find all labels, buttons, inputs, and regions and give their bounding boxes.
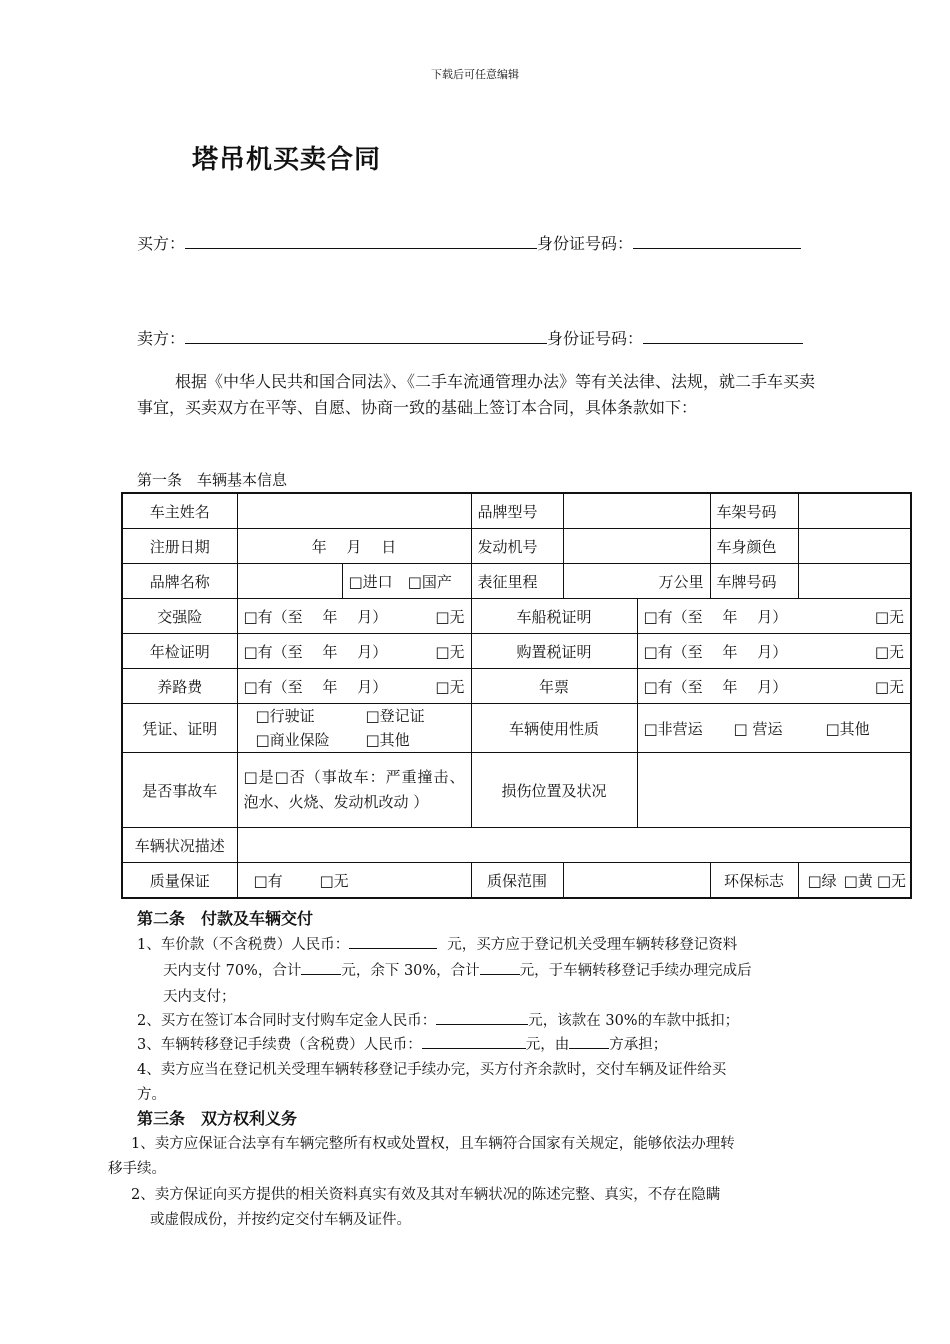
article2-l5b: 元，由 [525,1037,570,1053]
warranty-options [237,863,471,899]
buyer-name-blank[interactable] [185,234,537,249]
table-row [122,863,911,899]
article2-line5 [137,1033,667,1054]
article2-l1a: 1、车价款（不含税费）人民币： [137,937,350,953]
deposit-blank[interactable] [436,1011,528,1025]
brand-model-value[interactable] [563,493,710,529]
owner-name-value[interactable] [237,493,471,529]
insurance-has-text: □有（至 年 月） [243,607,388,626]
body-color-label: 车身颜色 [710,529,798,564]
article2-title: 第二条 付款及车辆交付 [137,909,314,928]
eco-green[interactable]: □绿 [807,871,837,890]
road-fee-has[interactable] [237,669,471,704]
inspection-label: 年检证明 [122,634,237,669]
usage-options [637,704,911,753]
engine-no-value[interactable] [563,529,710,564]
buyer-label: 买方： [137,234,186,253]
vin-value[interactable] [798,493,911,529]
article2-l4b: 元，该款在 30%的车款中抵扣； [528,1013,740,1029]
table-row [122,634,911,669]
commercial-option[interactable]: □ 营运 [733,719,783,738]
vessel-tax-has[interactable] [637,599,911,634]
buyer-id-blank[interactable] [633,234,801,249]
intro-text: 根据《中华人民共和国合同法》、《二手车流通管理办法》等有关法律、法规，就二手车买卖事宜，买卖双方在平等、自愿、协商一致的基础上签订本合同，具体条款如下： [137,372,816,417]
inspection-has-text: □有（至 年 月） [243,642,388,661]
annual-ticket-none[interactable]: □无 [874,677,904,696]
road-fee-label: 养路费 [122,669,237,704]
article2-l2c: 元，于车辆转移登记手续办理完成后 [519,963,752,979]
road-fee-has-text: □有（至 年 月） [243,677,388,696]
buyer-line [137,231,801,254]
table-row [122,704,911,753]
condition-label: 车辆状况描述 [122,828,237,863]
article2-l5c: 方承担； [609,1037,668,1053]
damage-value[interactable] [637,753,911,828]
table-row [122,599,911,634]
body-color-value[interactable] [798,529,911,564]
documents-label: 凭证、证明 [122,704,237,753]
usage-nature-label: 车辆使用性质 [471,704,637,753]
damage-label: 损伤位置及状况 [471,753,637,828]
vessel-tax-has-text: □有（至 年 月） [643,607,788,626]
eco-yellow[interactable]: □黄 [843,871,873,890]
mileage-label: 表征里程 [471,564,563,599]
warranty-label: 质量保证 [122,863,237,899]
accident-options[interactable]: □是□否（事故车：严重撞击、泡水、火烧、发动机改动 ） [237,753,471,828]
reg-date-label: 注册日期 [122,529,237,564]
inspection-none[interactable]: □无 [435,642,465,661]
warranty-scope-label: 质保范围 [471,863,563,899]
other-usage-option[interactable]: □其他 [825,719,870,738]
vehicle-info-table [121,492,912,899]
intro-paragraph [137,369,817,421]
insurance-has[interactable] [237,599,471,634]
brand-name-value[interactable] [237,564,342,599]
seller-id-label: 身份证号码： [547,329,644,348]
article2-line7: 方。 [137,1087,166,1103]
remaining-payment-blank[interactable] [480,961,520,975]
fee-party-blank[interactable] [569,1035,609,1049]
other-doc-option[interactable]: □其他 [365,731,410,749]
price-blank[interactable] [349,935,437,949]
article2-line3: 天内支付； [163,989,236,1005]
article3-line1: 1、卖方应保证合法享有车辆完整所有权或处置权，且车辆符合国家有关规定，能够依法办理转 [131,1136,735,1152]
purchase-tax-label: 购置税证明 [471,634,637,669]
table-row [122,529,911,564]
table-row [122,753,911,828]
article2-l1b: 元，买方应于登记机关受理车辆转移登记资料 [447,937,738,953]
commercial-insurance-option[interactable]: □商业保险 [255,731,330,749]
article3-line2: 移手续。 [108,1161,166,1177]
seller-label: 卖方： [137,329,186,348]
insurance-label: 交强险 [122,599,237,634]
warranty-scope-value[interactable] [563,863,710,899]
article3-title: 第三条 双方权利义务 [137,1109,298,1128]
insurance-none[interactable]: □无 [435,607,465,626]
plate-value[interactable] [798,564,911,599]
annual-ticket-has-text: □有（至 年 月） [643,677,788,696]
table-row [122,669,911,704]
document-title: 塔吊机买卖合同 [192,145,382,175]
eco-label: 环保标志 [710,863,798,899]
mileage-unit[interactable]: 万公里 [563,564,710,599]
article2-line2 [163,959,752,980]
annual-ticket-has[interactable] [637,669,911,704]
article2-l2a: 天内支付 70%，合计 [163,963,302,979]
table-row [122,493,911,529]
article3-line3: 2、卖方保证向买方提供的相关资料真实有效及其对车辆状况的陈述完整、真实，不存在隐瞒 [131,1187,721,1203]
reg-date-value[interactable]: 年 月 日 [237,529,471,564]
seller-line [137,326,803,349]
article2-line6: 4、卖方应当在登记机关受理车辆转移登记手续办完，买方付齐余款时，交付车辆及证件给买 [137,1062,727,1078]
article2-l5a: 3、车辆转移登记手续费（含税费）人民币： [137,1037,422,1053]
accident-label: 是否事故车 [122,753,237,828]
condition-value[interactable] [237,828,911,863]
transfer-fee-blank[interactable] [422,1035,526,1049]
origin-options[interactable]: □进口 □国产 [342,564,471,599]
article2-line1 [137,933,737,954]
vessel-tax-label: 车船税证明 [471,599,637,634]
header-note: 下载后可任意编辑 [431,68,519,81]
plate-label: 车牌号码 [710,564,798,599]
first-payment-blank[interactable] [301,961,341,975]
owner-name-label: 车主姓名 [122,493,237,529]
warranty-yes[interactable]: □有 [253,871,283,890]
eco-options [798,863,911,899]
brand-model-label: 品牌型号 [471,493,563,529]
seller-id-blank[interactable] [643,329,803,344]
warranty-no[interactable]: □无 [319,871,349,890]
vessel-tax-none[interactable]: □无 [874,607,904,626]
article1-title: 第一条 车辆基本信息 [137,471,288,489]
registration-cert-option[interactable]: □登记证 [365,707,425,725]
article2-l2b: 元，余下 30%，合计 [341,963,480,979]
table-row [122,828,911,863]
annual-ticket-label: 年票 [471,669,637,704]
purchase-tax-none[interactable]: □无 [874,642,904,661]
non-commercial-option[interactable]: □非营运 [643,719,703,738]
road-fee-none[interactable]: □无 [435,677,465,696]
purchase-tax-has-text: □有（至 年 月） [643,642,788,661]
article3-line4: 或虚假成份，并按约定交付车辆及证件。 [150,1212,411,1228]
eco-none[interactable]: □无 [876,871,906,890]
inspection-has[interactable] [237,634,471,669]
article2-l4a: 2、买方在签订本合同时支付购车定金人民币： [137,1013,437,1029]
driving-license-option[interactable]: □行驶证 [255,707,315,725]
purchase-tax-has[interactable] [637,634,911,669]
table-row [122,564,911,599]
brand-name-label: 品牌名称 [122,564,237,599]
article2-line4 [137,1009,739,1030]
engine-no-label: 发动机号 [471,529,563,564]
buyer-id-label: 身份证号码： [537,234,634,253]
seller-name-blank[interactable] [185,329,547,344]
documents-options [237,704,471,753]
vin-label: 车架号码 [710,493,798,529]
